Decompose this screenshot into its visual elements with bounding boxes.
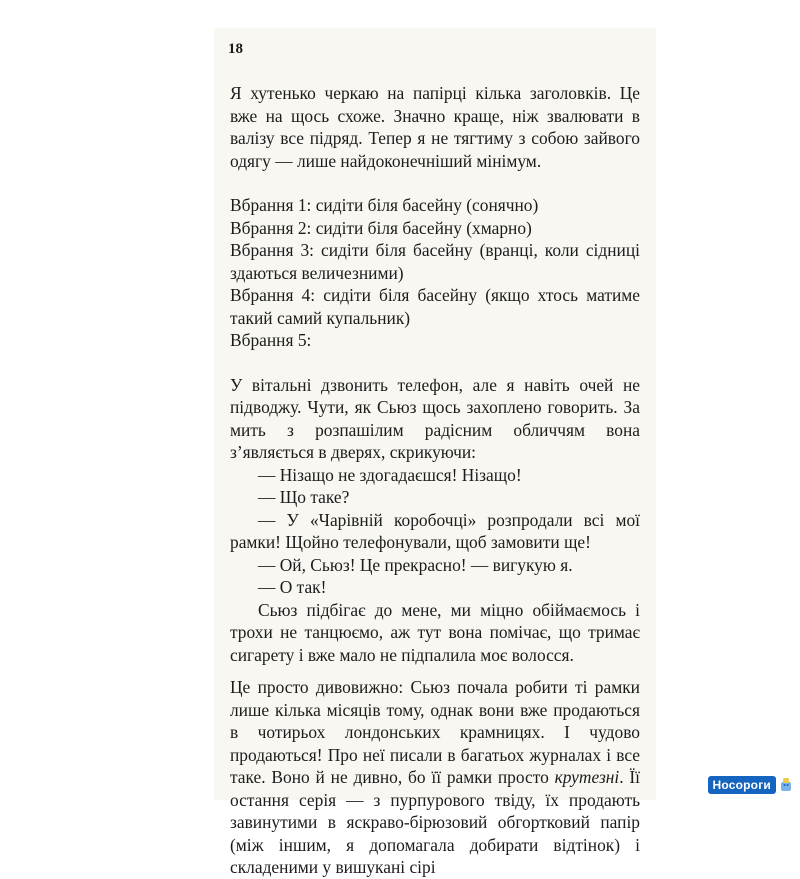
paragraph-text: . Її остання серія — з пурпурового твіду, їх продають завинутими в яскраво-бірюзовий обгортковий папір (між іншим, я допомагала добирати відтінок) і складеними у вишукані сірі [230,767,640,877]
paragraph: Я хутенько черкаю на папірці кілька заголовків. Це вже на щось схоже. Значно краще, ніж звалювати в валізу все підряд. Тепер я не тягтиму з собою зайвого одягу — лише найдоконечніший мінімум. [230,83,640,171]
outfit-line: Вбрання 1: сидіти біля басейну (сонячно) [230,195,539,215]
emphasis: крутезні [554,767,620,787]
dialogue-line: — Нізащо не здогадаєшся! Нізащо! [258,464,522,485]
paragraph: Сьюз підбігає до мене, ми міцно обіймаємось і трохи не танцюємо, аж тут вона помічає, що тримає сигарету і вже мало не підпалила моє волосся. [230,599,640,665]
outfit-line: Вбрання 3: сидіти біля басейну (вранці, коли сідниці здаються величезними) [230,240,640,283]
paragraph [230,676,640,879]
watermark-text: Носороги [708,776,776,794]
paragraph: У вітальні дзвонить телефон, але я навіть очей не підводжу. Чути, як Сьюз щось захоплено говорить. За мить з розпашілим радісним обличчям вона з’являється в дверях, скрикуючи: [230,374,640,462]
paragraph-text: Це просто дивовижно: Сьюз почала робити ті рамки лише кілька місяців тому, однак вони вже продаються в чотирьох лондонських крамницях. І чудово продаються! Про неї писали в багатьох журналах і все таке. Воно й не дивно, бо її рамки просто [230,677,640,787]
dialogue-line: — Ой, Сьюз! Це прекрасно! — вигукую я. [258,554,573,575]
rhino-icon [778,776,794,794]
watermark-logo [708,776,794,794]
dialogue-line: — У «Чарівній коробочці» розпродали всі мої рамки! Щойно телефонували, щоб замовити ще! [230,509,640,552]
outfit-line: Вбрання 4: сидіти біля басейну (якщо хтось матиме такий самий купальник) [230,285,640,328]
dialogue-line: — Що таке? [258,487,350,507]
page-number: 18 [228,41,243,57]
outfit-line: Вбрання 2: сидіти біля басейну (хмарно) [230,217,532,238]
page-text [230,82,640,879]
dialogue-line: — О так! [258,577,327,597]
outfit-line: Вбрання 5: [230,330,312,350]
